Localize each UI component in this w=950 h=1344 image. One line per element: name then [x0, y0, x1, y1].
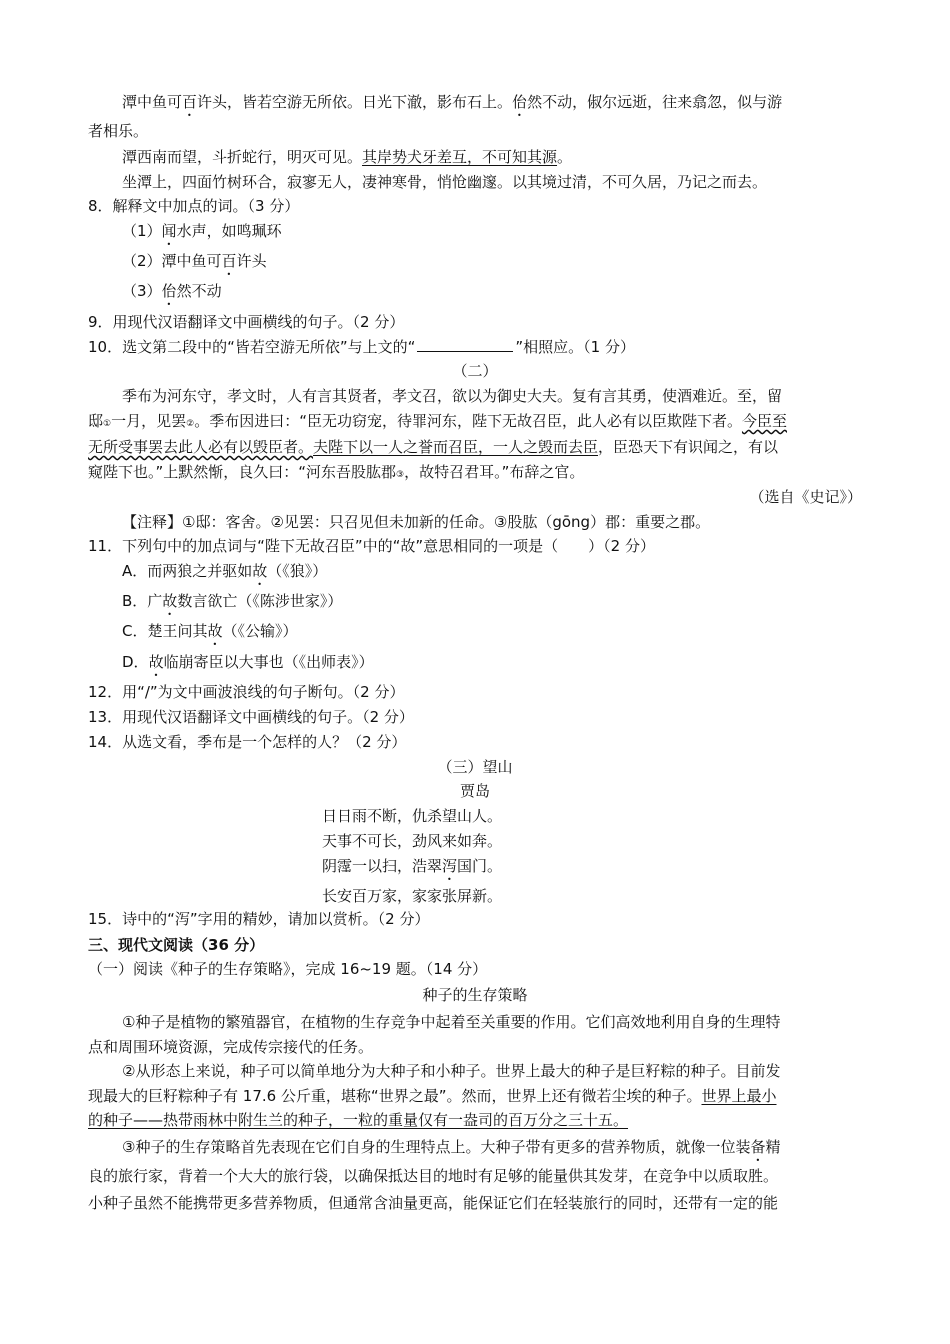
question-12: 12．用“/”为文中画波浪线的句子断句。（2 分） [88, 683, 405, 701]
passage2-notes: 【注释】①邸：客舍。②见罢：只召见但未加新的任命。③股肱（gōng）郡：重要之郡。 [122, 513, 711, 531]
dotted-word: 百 [182, 93, 198, 111]
section2-title: （二） [452, 362, 498, 380]
dotted-word: 故 [148, 653, 164, 671]
article-para3-line2: 良的旅行家，背着一个大大的旅行袋，以确保抵达目的地时有足够的能量供其发芽，在竞争中以质取胜。 [88, 1167, 779, 1185]
article-para3-line1 [122, 1137, 780, 1165]
text: 许头 [236, 252, 267, 270]
text: （《狼》） [267, 562, 328, 580]
underlined-sentence: 其岸势犬牙差互，不可知其源 [362, 148, 558, 166]
question-15: 15．诗中的“泻”字用的精妙，请加以赏析。（2 分） [88, 910, 430, 928]
passage2-source: （选自《史记》） [749, 488, 862, 506]
poem-line-1: 日日雨不断，仇杀望山人。 [322, 807, 503, 825]
q8-item-2 [122, 251, 267, 279]
note-marker: ① [103, 419, 112, 429]
wavy-underlined-text: 今臣至 [741, 412, 787, 430]
section3-part1: （一）阅读《种子的生存策略》，完成 16~19 题。（14 分） [88, 960, 488, 978]
text: （3） [122, 282, 162, 300]
question-10 [88, 337, 635, 357]
text: 阴霪一以扫，浩翠 [322, 857, 443, 875]
text: 窥陛下也。”上默然惭，良久曰：“河东吾股肱郡 [88, 463, 397, 481]
q11-option-a[interactable] [122, 561, 327, 589]
text: B．广 [122, 592, 163, 610]
poem-line-3 [322, 856, 502, 884]
dotted-word: 故 [207, 622, 223, 640]
question-8: 8．解释文中加点的词。（3 分） [88, 197, 300, 215]
text: C．楚王问其 [122, 622, 208, 640]
article-para2-line1: ②从形态上来说，种子可以简单地分为大种子和小种子。世界上最大的种子是巨籽粽的种子。目前发 [122, 1062, 781, 1080]
text: 水声，如鸣珮环 [176, 222, 282, 240]
text: （1） [122, 222, 162, 240]
dotted-word: 故 [252, 562, 268, 580]
dotted-word: 佁 [512, 93, 528, 111]
passage2-line4 [88, 462, 584, 485]
text: 。季布因进曰：“臣无功窃宠，待罪河东，陛下无故召臣，此人必有以臣欺陛下者。 [194, 412, 742, 430]
dotted-word: 故 [162, 592, 178, 610]
text: 然不动，俶尔远逝，往来翕忽，似与游 [527, 93, 783, 111]
note-marker: ③ [396, 470, 405, 480]
question-9: 9．用现代汉语翻译文中画横线的句子。（2 分） [88, 313, 405, 331]
poem-line-2: 天事不可长，劲风来如奔。 [322, 832, 503, 850]
text: 邸 [88, 412, 104, 430]
dotted-word: 闻 [161, 222, 177, 240]
text: 潭西南而望，斗折蛇行，明灭可见。 [122, 148, 363, 166]
text: 一月，见罢 [111, 412, 187, 430]
dotted-word: 百 [221, 252, 237, 270]
passage1-para2 [122, 147, 572, 167]
q8-item-3 [122, 281, 222, 309]
article-para2-line2 [88, 1086, 777, 1106]
text: ③种子的生存策略首先表现在它们自身的生理特点上。大种子带有更多的营养物质，就像一位装 [122, 1138, 751, 1156]
poem-title: （三）望山 [437, 758, 513, 776]
passage2-line1: 季布为河东守，孝文时，人有言其贤者，孝文召，欲以为御史大夫。复有言其勇，使酒难近。至，留 [122, 387, 783, 405]
text: 现最大的巨籽粽种子有 17.6 公斤重，堪称“世界之最”。然而，世界上还有微若尘埃的种子。 [88, 1087, 702, 1105]
text: 潭中鱼可 [122, 93, 183, 111]
dotted-word: 泻 [442, 857, 458, 875]
q11-option-d[interactable] [122, 652, 374, 680]
text: 。 [557, 148, 573, 166]
dotted-word: 佁 [161, 282, 177, 300]
q11-option-c[interactable] [122, 621, 298, 649]
passage1-line1 [122, 92, 782, 120]
text: 然不动 [176, 282, 222, 300]
answer-blank[interactable] [417, 337, 513, 352]
question-14: 14．从选文看，季布是一个怎样的人？（2 分） [88, 733, 407, 751]
note-marker: ② [186, 419, 195, 429]
poem-line-4: 长安百万家，家家张屏新。 [322, 887, 503, 905]
underlined-sentence: 世界上最小 [701, 1087, 777, 1105]
article-para1-line2: 点和周围环境资源，完成传宗接代的任务。 [88, 1038, 374, 1056]
text: ，臣恐天下有识闻之，有以 [598, 438, 779, 456]
question-11: 11．下列句中的加点词与“陛下无故召臣”中的“故”意思相同的一项是（ ）（2 分） [88, 537, 655, 555]
text: （2）潭中鱼可 [122, 252, 222, 270]
passage2-line3 [88, 437, 778, 457]
article-para1-line1: ①种子是植物的繁殖器官，在植物的生存竞争中起着至关重要的作用。它们高效地利用自身的生理特 [122, 1013, 781, 1031]
q11-option-b[interactable] [122, 591, 342, 619]
q8-item-1 [122, 221, 282, 249]
passage1-line2: 者相乐。 [88, 122, 149, 140]
passage1-para3: 坐潭上，四面竹树环合，寂寥无人，凄神寒骨，悄怆幽邃。以其境过清，不可久居，乃记之而去。 [122, 173, 768, 191]
text: D． [122, 653, 149, 671]
text: 许头，皆若空游无所依。日光下澈，影布石上。 [197, 93, 513, 111]
wavy-underlined-text: 无所受事罢去此人必有以毁臣者。 [88, 438, 314, 456]
text: ，故特召君耳。”布辞之官。 [404, 463, 585, 481]
text: 数言欲亡（《陈涉世家》） [177, 592, 343, 610]
text: ”相照应。（1 分） [515, 338, 635, 356]
article-para3-line3: 小种子虽然不能携带更多营养物质，但通常含油量更高，能保证它们在轻装旅行的同时，还带有一定的能 [88, 1194, 779, 1212]
text: 10．选文第二段中的“皆若空游无所依”与上文的“ [88, 338, 416, 356]
underlined-sentence: 夫陛下以一人之誉而召臣，一人之毁而去臣 [313, 438, 599, 456]
article-title: 种子的生存策略 [422, 986, 528, 1004]
article-para2-line3: 的种子——热带雨林中附生兰的种子，一粒的重量仅有一盎司的百万分之三十五。 [88, 1111, 629, 1129]
passage2-line2 [88, 411, 787, 434]
question-13: 13．用现代汉语翻译文中画横线的句子。（2 分） [88, 708, 414, 726]
text: A．而两狼之并驱如 [122, 562, 253, 580]
poem-author: 贾岛 [459, 782, 490, 800]
text: 国门。 [457, 857, 503, 875]
text: （《公输》） [222, 622, 298, 640]
dotted-word: 备 [750, 1138, 766, 1156]
text: 精 [765, 1138, 781, 1156]
text: 临崩寄臣以大事也（《出师表》） [163, 653, 374, 671]
section3-title: 三、现代文阅读（36 分） [88, 936, 265, 954]
